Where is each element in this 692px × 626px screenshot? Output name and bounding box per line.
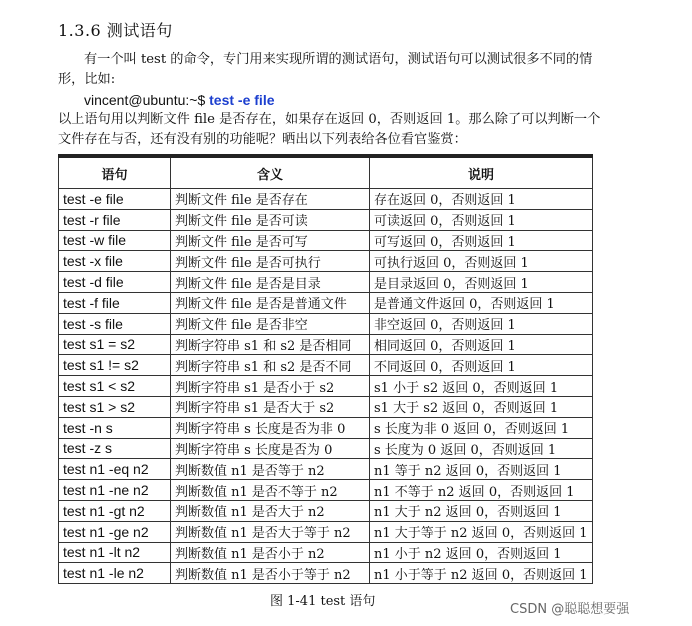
cell-meaning: 判断文件 file 是否是目录 (171, 272, 370, 293)
table-row (59, 334, 593, 355)
cell-meaning: 判断文件 file 是否存在 (171, 189, 370, 210)
test-table-container (58, 154, 593, 584)
cell-meaning: 判断数值 n1 是否小于 n2 (171, 542, 370, 563)
table-body (59, 189, 593, 584)
cell-explanation: 是目录返回 0，否则返回 1 (370, 272, 593, 293)
cell-meaning: 判断数值 n1 是否等于 n2 (171, 459, 370, 480)
cell-meaning: 判断文件 file 是否非空 (171, 313, 370, 334)
header-explanation: 说明 (370, 156, 593, 189)
cell-explanation: s 长度为 0 返回 0，否则返回 1 (370, 438, 593, 459)
table-row (59, 251, 593, 272)
cell-statement: test n1 -ne n2 (59, 480, 171, 501)
cell-explanation: 可写返回 0，否则返回 1 (370, 230, 593, 251)
table-row (59, 313, 593, 334)
table-row (59, 521, 593, 542)
section-heading: 1.3.6 测试语句 (58, 21, 173, 40)
cell-explanation: s1 小于 s2 返回 0，否则返回 1 (370, 376, 593, 397)
table-row (59, 459, 593, 480)
cell-meaning: 判断文件 file 是否可读 (171, 209, 370, 230)
cell-meaning: 判断文件 file 是否是普通文件 (171, 292, 370, 313)
cell-explanation: s1 大于 s2 返回 0，否则返回 1 (370, 396, 593, 417)
table-row (59, 480, 593, 501)
cell-meaning: 判断数值 n1 是否不等于 n2 (171, 480, 370, 501)
cell-explanation: n1 不等于 n2 返回 0，否则返回 1 (370, 480, 593, 501)
cell-explanation: n1 小于 n2 返回 0，否则返回 1 (370, 542, 593, 563)
table-row (59, 355, 593, 376)
cell-statement: test s1 > s2 (59, 396, 171, 417)
cell-statement: test s1 < s2 (59, 376, 171, 397)
cell-statement: test -z s (59, 438, 171, 459)
table-row (59, 500, 593, 521)
cell-statement: test n1 -lt n2 (59, 542, 171, 563)
cell-statement: test -n s (59, 417, 171, 438)
cell-statement: test -s file (59, 313, 171, 334)
cell-explanation: n1 小于等于 n2 返回 0，否则返回 1 (370, 563, 593, 584)
cell-meaning: 判断文件 file 是否可执行 (171, 251, 370, 272)
cell-statement: test s1 != s2 (59, 355, 171, 376)
cell-explanation: n1 大于 n2 返回 0，否则返回 1 (370, 500, 593, 521)
cell-explanation: n1 等于 n2 返回 0，否则返回 1 (370, 459, 593, 480)
table-row (59, 209, 593, 230)
cell-statement: test -r file (59, 209, 171, 230)
cell-explanation: 相同返回 0，否则返回 1 (370, 334, 593, 355)
cell-statement: test -e file (59, 189, 171, 210)
table-row (59, 542, 593, 563)
table-row (59, 230, 593, 251)
cell-meaning: 判断文件 file 是否可写 (171, 230, 370, 251)
description-paragraph: 以上语句用以判断文件 file 是否存在，如果存在返回 0，否则返回 1。那么除了可以判断一个文件存在与否，还有没有别的功能呢？晒出以下列表给各位看官鉴赏： (58, 112, 601, 147)
table-row (59, 189, 593, 210)
cell-statement: test -f file (59, 292, 171, 313)
cell-meaning: 判断字符串 s 长度是否为非 0 (171, 417, 370, 438)
intro-paragraph: 有一个叫 test 的命令，专门用来实现所谓的测试语句，测试语句可以测试很多不同的情形，比如: (58, 52, 593, 87)
cell-explanation: 是普通文件返回 0，否则返回 1 (370, 292, 593, 313)
cell-explanation: 可读返回 0，否则返回 1 (370, 209, 593, 230)
cell-meaning: 判断字符串 s1 是否大于 s2 (171, 396, 370, 417)
cell-statement: test n1 -eq n2 (59, 459, 171, 480)
cell-statement: test n1 -gt n2 (59, 500, 171, 521)
cell-statement: test -w file (59, 230, 171, 251)
header-meaning: 含义 (171, 156, 370, 189)
csdn-watermark: CSDN @聪聪想要强 (510, 602, 630, 617)
table-row (59, 376, 593, 397)
cell-explanation: 存在返回 0，否则返回 1 (370, 189, 593, 210)
shell-prompt: vincent@ubuntu:~$ (84, 92, 210, 108)
table-row (59, 438, 593, 459)
cell-statement: test -x file (59, 251, 171, 272)
table-row (59, 396, 593, 417)
cell-meaning: 判断字符串 s 长度是否为 0 (171, 438, 370, 459)
table-header-row (59, 156, 593, 189)
header-statement: 语句 (59, 156, 171, 189)
table-caption: 图 1-41 test 语句 (270, 594, 376, 609)
cell-explanation: 可执行返回 0，否则返回 1 (370, 251, 593, 272)
table-row (59, 563, 593, 584)
cell-explanation: s 长度为非 0 返回 0，否则返回 1 (370, 417, 593, 438)
cell-explanation: 不同返回 0，否则返回 1 (370, 355, 593, 376)
table-row (59, 417, 593, 438)
cell-meaning: 判断数值 n1 是否大于等于 n2 (171, 521, 370, 542)
cell-meaning: 判断数值 n1 是否大于 n2 (171, 500, 370, 521)
cell-meaning: 判断字符串 s1 和 s2 是否不同 (171, 355, 370, 376)
cell-statement: test n1 -le n2 (59, 563, 171, 584)
cell-explanation: n1 大于等于 n2 返回 0，否则返回 1 (370, 521, 593, 542)
cell-statement: test n1 -ge n2 (59, 521, 171, 542)
cell-meaning: 判断字符串 s1 是否小于 s2 (171, 376, 370, 397)
command-example (84, 92, 275, 108)
cell-explanation: 非空返回 0，否则返回 1 (370, 313, 593, 334)
table-row (59, 292, 593, 313)
cell-statement: test -d file (59, 272, 171, 293)
table-row (59, 272, 593, 293)
cell-meaning: 判断数值 n1 是否小于等于 n2 (171, 563, 370, 584)
cell-statement: test s1 = s2 (59, 334, 171, 355)
command-text: test -e file (209, 92, 275, 108)
test-statement-table (58, 154, 593, 584)
cell-meaning: 判断字符串 s1 和 s2 是否相同 (171, 334, 370, 355)
